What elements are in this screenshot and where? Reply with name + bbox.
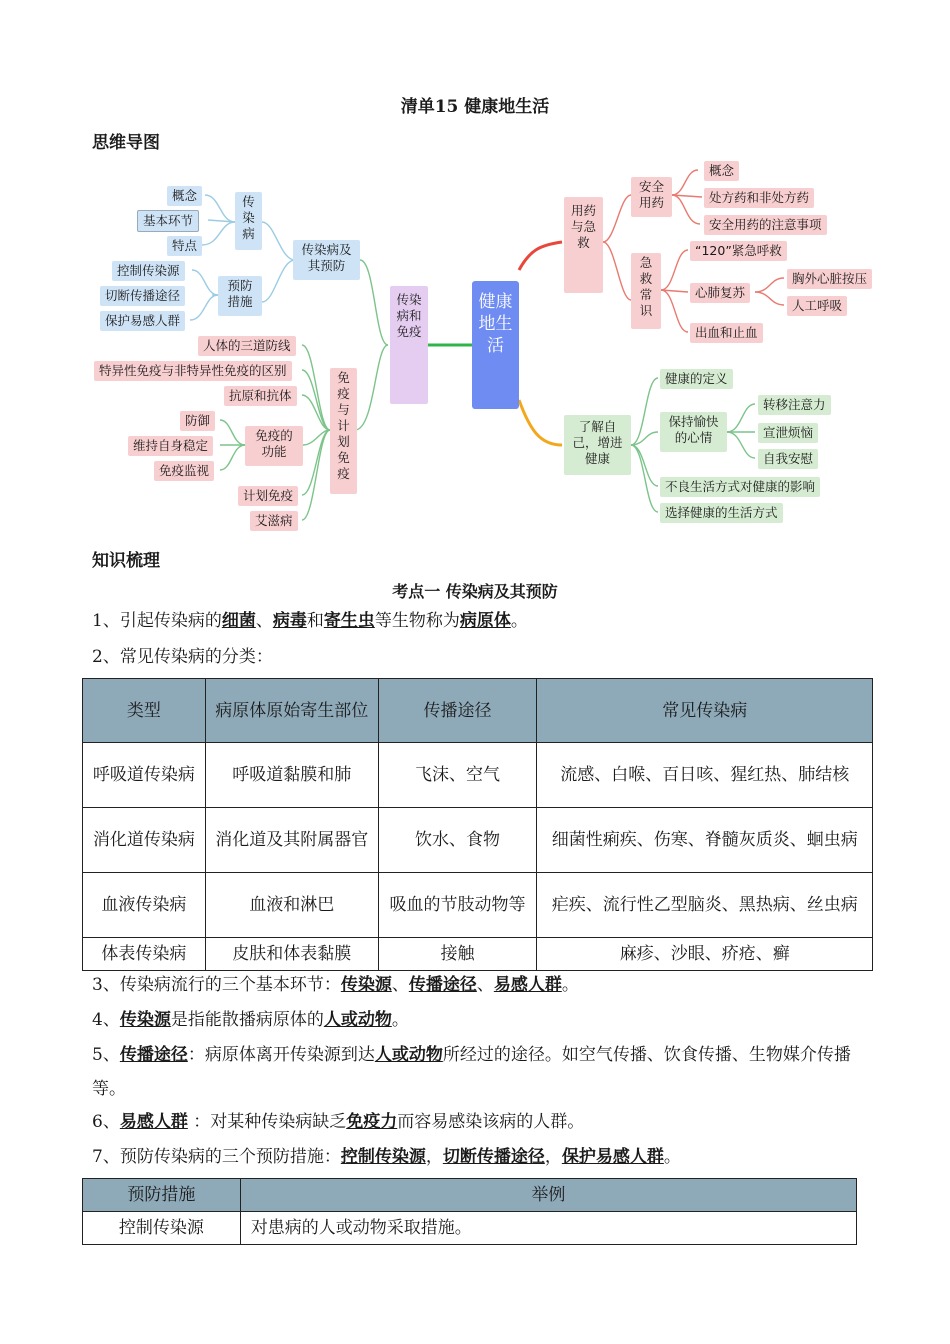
node-bad-lifestyle: 不良生活方式对健康的影响 bbox=[660, 477, 820, 497]
node-protect-susceptible: 保护易感人群 bbox=[100, 311, 185, 331]
table-header: 常见传染病 bbox=[537, 679, 873, 743]
node-artificial-respiration: 人工呼吸 bbox=[787, 296, 847, 316]
table-cell: 饮水、食物 bbox=[378, 808, 537, 873]
table-row bbox=[83, 873, 873, 938]
branch-know-yourself: 了解自己，增进健康 bbox=[564, 415, 631, 475]
branch-infection-immunity: 传染病和免疫 bbox=[390, 286, 428, 404]
node-immune-surveillance: 免疫监视 bbox=[154, 461, 214, 481]
table-header: 病原体原始寄生部位 bbox=[205, 679, 378, 743]
branch-drug-first-aid: 用药与急救 bbox=[564, 197, 603, 293]
table-cell: 疟疾、流行性乙型脑炎、黑热病、丝虫病 bbox=[537, 873, 873, 938]
node-first-aid: 急救常识 bbox=[631, 253, 661, 329]
node-immune-function: 免疫的功能 bbox=[245, 426, 303, 466]
node-safe-notes: 安全用药的注意事项 bbox=[704, 215, 827, 235]
node-cut-route: 切断传播途径 bbox=[100, 286, 185, 306]
table-cell: 飞沫、空气 bbox=[378, 743, 537, 808]
node-prescription: 处方药和非处方药 bbox=[704, 188, 814, 208]
prevention-table bbox=[82, 1178, 857, 1245]
table-cell: 呼吸道黏膜和肺 bbox=[205, 743, 378, 808]
paragraph-1: 1、引起传染病的细菌、病毒和寄生虫等生物称为病原体。 bbox=[92, 611, 528, 631]
paragraph-7: 7、预防传染病的三个预防措施：控制传染源，切断传播途径，保护易感人群。 bbox=[92, 1147, 681, 1167]
section-mindmap-heading: 思维导图 bbox=[92, 133, 160, 153]
page-title: 清单15 健康地生活 bbox=[400, 97, 550, 117]
node-prevention-measures: 预防措施 bbox=[218, 276, 262, 316]
node-self-stability: 维持自身稳定 bbox=[128, 436, 213, 456]
node-happy-mood: 保持愉快的心情 bbox=[660, 412, 727, 452]
node-antigen-antibody: 抗原和抗体 bbox=[224, 386, 297, 406]
node-control-source: 控制传染源 bbox=[112, 261, 185, 281]
node-features: 特点 bbox=[167, 236, 202, 256]
node-bleeding: 出血和止血 bbox=[690, 323, 763, 343]
paragraph-6: 6、易感人群 ：对某种传染病缺乏免疫力而容易感染该病的人群。 bbox=[92, 1112, 585, 1132]
table-cell: 接触 bbox=[378, 938, 537, 971]
table-cell: 血液和淋巴 bbox=[205, 873, 378, 938]
node-aids: 艾滋病 bbox=[250, 511, 298, 531]
table-row bbox=[83, 1212, 857, 1245]
paragraph-4: 4、传染源是指能散播病原体的人或动物。 bbox=[92, 1010, 409, 1030]
table-header: 预防措施 bbox=[83, 1179, 241, 1212]
node-infectious-prevention: 传染病及其预防 bbox=[293, 240, 360, 280]
node-concept: 概念 bbox=[167, 186, 202, 206]
node-infectious-disease: 传染病 bbox=[235, 192, 262, 250]
table-cell: 呼吸道传染病 bbox=[83, 743, 206, 808]
node-basic-links: 基本环节 bbox=[137, 210, 199, 232]
paragraph-2: 2、常见传染病的分类： bbox=[92, 647, 273, 667]
paragraph-3: 3、传染病流行的三个基本环节：传染源、传播途径、易感人群。 bbox=[92, 975, 579, 995]
node-self-comfort: 自我安慰 bbox=[758, 449, 818, 469]
table-cell: 控制传染源 bbox=[83, 1212, 241, 1245]
node-planned-immunity: 计划免疫 bbox=[238, 486, 298, 506]
table-header: 类型 bbox=[83, 679, 206, 743]
node-specific-immunity: 特异性免疫与非特异性免疫的区别 bbox=[94, 361, 292, 381]
node-vent: 宣泄烦恼 bbox=[758, 423, 818, 443]
node-immunity-plan: 免疫与计划免疫 bbox=[330, 368, 357, 494]
paragraph-5: 5、传播途径：病原体离开传染源到达人或动物所经过的途径。如空气传播、饮食传播、生物媒介传播等。 bbox=[92, 1045, 851, 1099]
table-cell: 吸血的节肢动物等 bbox=[378, 873, 537, 938]
table-cell: 麻疹、沙眼、疥疮、癣 bbox=[537, 938, 873, 971]
node-cpr: 心肺复苏 bbox=[690, 283, 750, 303]
table-cell: 对患病的人或动物采取措施。 bbox=[240, 1212, 856, 1245]
node-defense: 防御 bbox=[180, 411, 215, 431]
node-drug-concept: 概念 bbox=[704, 161, 739, 181]
node-emergency-call: “120”紧急呼救 bbox=[690, 241, 787, 261]
table-cell: 消化道及其附属器官 bbox=[205, 808, 378, 873]
table-row bbox=[83, 743, 873, 808]
node-safe-drug: 安全用药 bbox=[631, 177, 672, 217]
node-distract: 转移注意力 bbox=[758, 395, 831, 415]
table-cell: 皮肤和体表黏膜 bbox=[205, 938, 378, 971]
table-cell: 细菌性痢疾、伤寒、脊髓灰质炎、蛔虫病 bbox=[537, 808, 873, 873]
center-node: 健康地生活 bbox=[472, 281, 519, 409]
table-row bbox=[83, 808, 873, 873]
kaodian-heading: 考点一 传染病及其预防 bbox=[392, 582, 558, 601]
node-healthy-lifestyle: 选择健康的生活方式 bbox=[660, 503, 783, 523]
node-chest-compression: 胸外心脏按压 bbox=[787, 269, 872, 289]
table-header: 举例 bbox=[240, 1179, 856, 1212]
table-header: 传播途径 bbox=[378, 679, 537, 743]
table-row bbox=[83, 938, 873, 971]
disease-classification-table bbox=[82, 678, 873, 971]
section-knowledge-heading: 知识梳理 bbox=[92, 551, 160, 571]
node-three-defense: 人体的三道防线 bbox=[198, 336, 296, 356]
mind-map bbox=[90, 160, 868, 540]
table-cell: 血液传染病 bbox=[83, 873, 206, 938]
node-health-definition: 健康的定义 bbox=[660, 369, 733, 389]
table-cell: 体表传染病 bbox=[83, 938, 206, 971]
table-cell: 消化道传染病 bbox=[83, 808, 206, 873]
table-cell: 流感、白喉、百日咳、猩红热、肺结核 bbox=[537, 743, 873, 808]
